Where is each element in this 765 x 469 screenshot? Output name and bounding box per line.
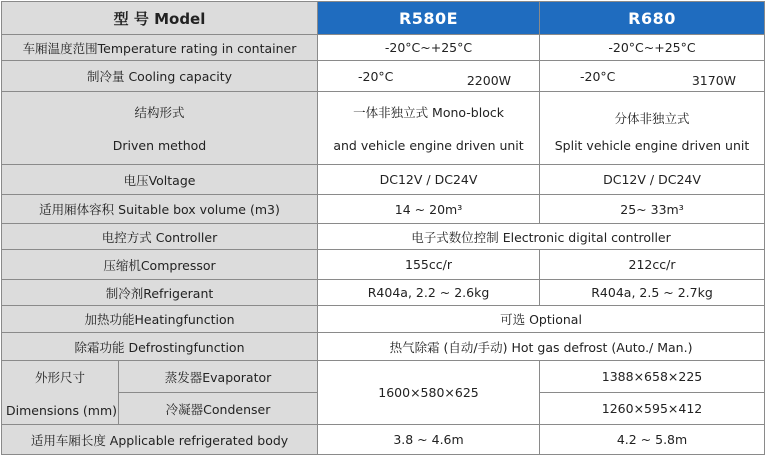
condenser-label: 冷凝器Condenser [119,393,318,425]
model-header-r580e: R580E [318,2,540,35]
header-row [2,2,765,35]
structure-r580e [318,92,540,165]
cooling-r680-power: 3170W [691,72,737,88]
body-length-r580e: 3.8 ~ 4.6m [318,425,540,455]
compressor-r680: 212cc/r [540,250,765,280]
box-volume-r680: 25~ 33m³ [540,195,765,224]
defrost-value: 热气除霜 (自动/手动) Hot gas defrost (Auto./ Man.) [318,333,765,361]
structure-r680-line1: 分体非独立式 [614,111,690,126]
spec-table [1,1,765,455]
body-length-r680: 4.2 ~ 5.8m [540,425,765,455]
compressor-r580e: 155cc/r [318,250,540,280]
structure-r680-line2: Split vehicle engine driven unit [554,138,750,153]
cooling-row [2,61,765,92]
structure-label [2,92,318,165]
controller-row [2,224,765,250]
box-volume-label: 适用厢体容积 Suitable box volume (m3) [2,195,318,224]
compressor-label: 压缩机Compressor [2,250,318,280]
heating-row [2,306,765,333]
temperature-row [2,35,765,61]
cooling-r580e [318,61,540,92]
body-length-label: 适用车厢长度 Applicable refrigerated body [2,425,318,455]
controller-value: 电子式数位控制 Electronic digital controller [318,224,765,250]
controller-label: 电控方式 Controller [2,224,318,250]
model-header-r680: R680 [540,2,765,35]
refrigerant-r580e: R404a, 2.2 ~ 2.6kg [318,280,540,306]
voltage-label: 电压Voltage [2,165,318,195]
cooling-r680-temp: -20°C [580,68,616,84]
structure-r680 [540,92,765,165]
refrigerant-label: 制冷剂Refrigerant [2,280,318,306]
refrigerant-r680: R404a, 2.5 ~ 2.7kg [540,280,765,306]
structure-label-cn: 结构形式 [134,105,185,120]
dimensions-label-cn: 外形尺寸 [34,369,85,385]
temperature-r580e: -20°C~+25°C [318,35,540,61]
dimensions-r580e: 1600×580×625 [318,361,540,425]
dimensions-r680-condenser: 1260×595×412 [540,393,765,425]
cooling-r680 [540,61,765,92]
dimensions-r680-evaporator: 1388×658×225 [540,361,765,393]
heating-label: 加热功能Heatingfunction [2,306,318,333]
heating-value: 可选 Optional [318,306,765,333]
cooling-r580e-temp: -20°C [358,68,394,84]
body-length-row [2,425,765,455]
temperature-label: 车厢温度范围Temperature rating in container [2,35,318,61]
voltage-row [2,165,765,195]
temperature-r680: -20°C~+25°C [540,35,765,61]
cooling-r580e-power: 2200W [466,72,512,88]
dimensions-label [2,361,119,425]
structure-row [2,92,765,165]
voltage-r680: DC12V / DC24V [540,165,765,195]
defrost-row [2,333,765,361]
refrigerant-row [2,280,765,306]
box-volume-r580e: 14 ~ 20m³ [318,195,540,224]
cooling-label: 制冷量 Cooling capacity [2,61,318,92]
model-header-label: 型 号 Model [2,2,318,35]
structure-label-en: Driven method [112,138,207,153]
dimensions-evaporator-row [2,361,765,393]
structure-r580e-line2: and vehicle engine driven unit [333,138,524,153]
structure-r580e-line1: 一体非独立式 Mono-block [353,105,504,120]
dimensions-label-en: Dimensions (mm) [6,402,118,418]
defrost-label: 除霜功能 Defrostingfunction [2,333,318,361]
evaporator-label: 蒸发器Evaporator [119,361,318,393]
box-volume-row [2,195,765,224]
compressor-row [2,250,765,280]
voltage-r580e: DC12V / DC24V [318,165,540,195]
